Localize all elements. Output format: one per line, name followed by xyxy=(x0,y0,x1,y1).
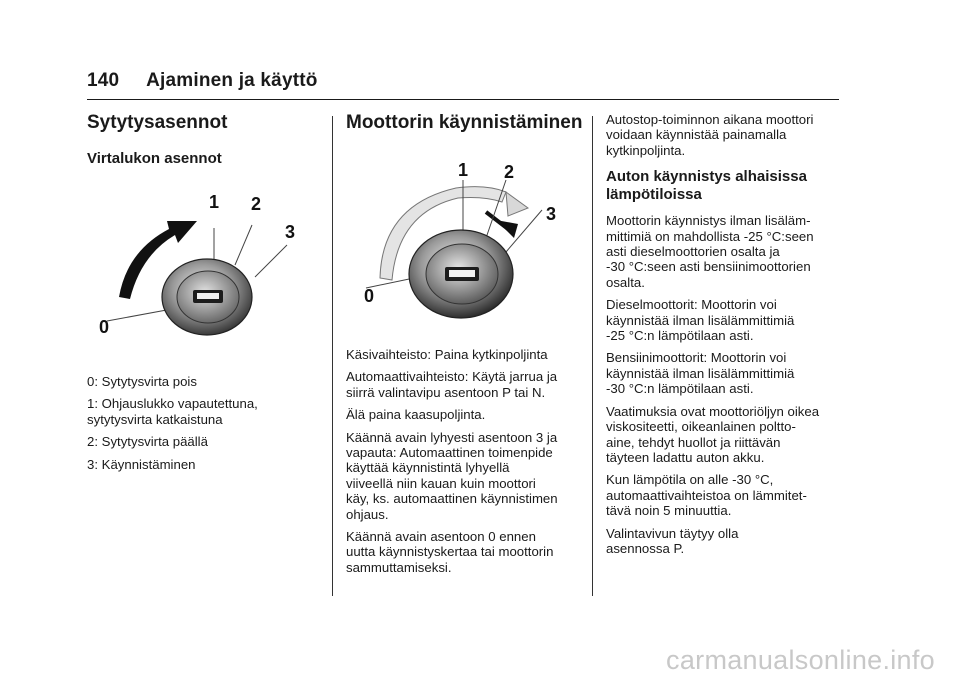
page-number: 140 xyxy=(87,70,120,91)
column-rule-left xyxy=(332,116,333,596)
return-arrow-icon xyxy=(506,192,528,216)
cold-start-diesel: Dieselmoottorit: Moottorin voi käynnistää ilman lisälämmittimiä -25 °C:n lämpötilaan asti. xyxy=(606,297,795,344)
column-rule-right xyxy=(592,116,593,596)
position-label-3: 3 xyxy=(546,204,557,224)
cold-start-petrol: Bensiinimoottorit: Moottorin voi käynnistää ilman lisälämmittimiä -30 °C:n lämpötilaan asti. xyxy=(606,350,795,397)
engine-start-figure xyxy=(346,150,586,325)
chapter-title: Ajaminen ja käyttö xyxy=(146,70,318,91)
leader-line-3 xyxy=(255,245,287,277)
position-item-3: 3: Käynnistäminen xyxy=(87,456,196,472)
position-label-3: 3 xyxy=(285,222,296,242)
autostop-note: Autostop-toiminnon aikana moottori voidaan käynnistää painamalla kytkinpoljinta. xyxy=(606,112,814,158)
middle-column-text xyxy=(346,347,586,582)
instruction-manual-gearbox: Käsivaihteisto: Paina kytkinpoljinta xyxy=(346,347,548,362)
section-heading-cold-start: Auton käynnistys alhaisissa lämpötiloissa xyxy=(606,168,807,204)
page-header xyxy=(87,70,318,92)
watermark: carmanualsonline.info xyxy=(666,645,935,675)
position-label-1: 1 xyxy=(458,160,469,180)
instruction-automatic-gearbox: Automaattivaihteisto: Käytä jarrua ja siirrä valintavipu asentoon P tai N. xyxy=(346,369,558,400)
position-label-0: 0 xyxy=(99,317,110,337)
left-column-list xyxy=(87,374,327,479)
position-item-2: 2: Sytytysvirta päällä xyxy=(87,434,208,450)
cold-start-requirements: Vaatimuksia ovat moottoriöljyn oikea viskositeetti, oikeanlainen poltto- aine, tehdyt huollot ja riittävän täyteen ladattu auton akku. xyxy=(606,403,820,465)
position-label-2: 2 xyxy=(251,194,262,214)
subheading-switch-positions: Virtalukon asennot xyxy=(87,150,222,167)
leader-line-2 xyxy=(235,225,252,265)
position-item-1: 1: Ohjauslukko vapautettuna, sytytysvirta katkaistuna xyxy=(87,396,258,427)
instruction-return-key: Käännä avain asentoon 0 ennen uutta käynnistyskertaa tai moottorin sammuttamiseksi. xyxy=(346,529,554,575)
leader-line-0 xyxy=(107,309,172,321)
section-heading-ignition-positions: Sytytysasennot xyxy=(87,112,228,133)
position-label-1: 1 xyxy=(209,192,220,212)
cold-start-automatic-warmup: Kun lämpötila on alle -30 °C, automaattivaihteistoa on lämmitet- tävä noin 5 minuuttia. xyxy=(606,472,807,519)
cold-start-selector-position: Valintavivun täytyy olla asennossa P. xyxy=(606,525,739,556)
position-item-0: 0: Sytytysvirta pois xyxy=(87,374,197,389)
left-column xyxy=(87,112,322,168)
instruction-turn-key: Käännä avain lyhyesti asentoon 3 ja vapauta: Automaattinen toimenpide käyttää käynnistintä lyhyellä viiveellä niin kauan kuin moottori käy, ks. automaattinen käynnistimen ohjaus. xyxy=(346,429,558,522)
header-rule xyxy=(87,99,839,100)
position-label-0: 0 xyxy=(364,286,375,306)
cold-start-paragraph-1: Moottorin käynnistys ilman lisäläm- mittimiä on mahdollista -25 °C:seen asti dieselmoottorien osalta ja -30 °C:seen asti bensiinimoottorien osalta. xyxy=(606,213,814,290)
middle-column-heading xyxy=(346,112,586,134)
right-column xyxy=(606,112,842,563)
ignition-switch-figure xyxy=(87,185,327,355)
section-heading-engine-start: Moottorin käynnistäminen xyxy=(346,112,583,133)
instruction-no-accelerator: Älä paina kaasupoljinta. xyxy=(346,407,486,423)
position-label-2: 2 xyxy=(504,162,515,182)
